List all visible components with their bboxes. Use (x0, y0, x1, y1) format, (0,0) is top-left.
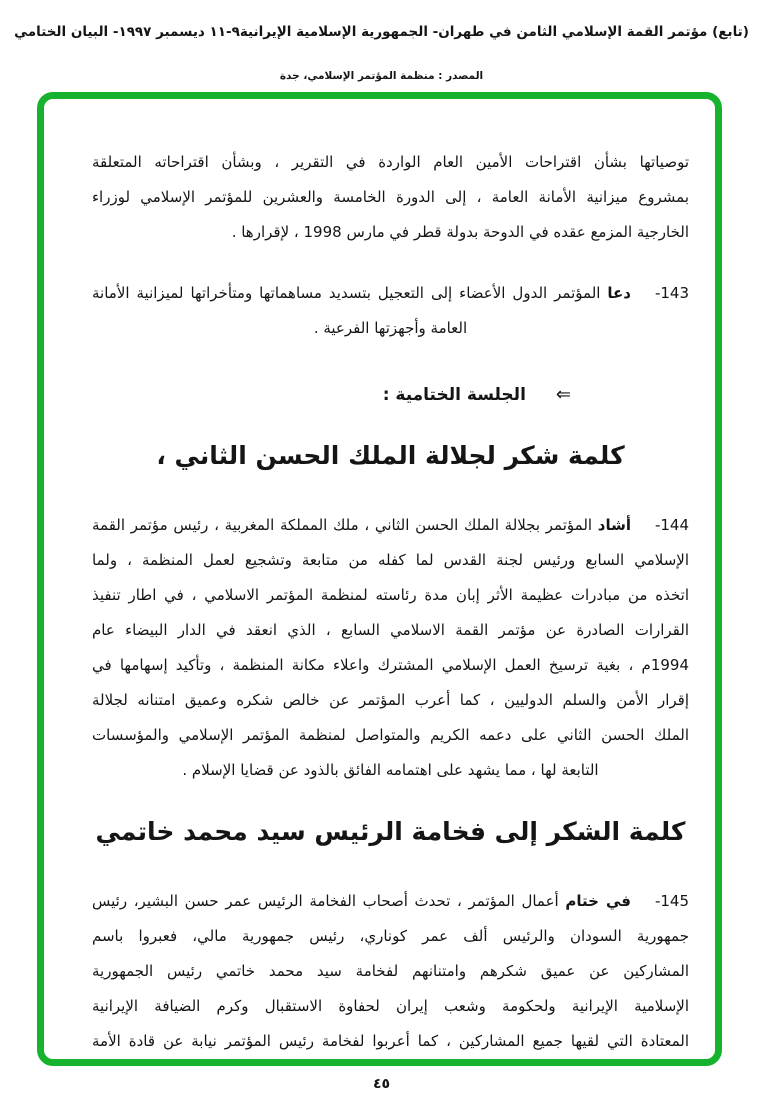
paragraph-lead-word: دعا (607, 284, 631, 302)
paragraph-line: التابعة لها ، مما يشهد على اهتمامه الفائق بالذود عن قضايا الإسلام . (182, 761, 599, 779)
paragraph-lead-word: في ختام (565, 892, 631, 910)
paragraph-line: 1994م ، بغية ترسيخ العمل الإسلامي المشترك واعلاء مكانة المنظمة ، وتأكيد إسهامها في (92, 656, 689, 674)
paragraph-line (92, 276, 689, 311)
session-heading (92, 382, 689, 408)
paragraph-line: المعتادة التي لقيها جميع المشاركين ، كما أعربوا لفخامة رئيس المؤتمر نيابة عن قادة الأمة (92, 1032, 689, 1050)
paragraph-line: جمهورية السودان والرئيس ألف عمر كوناري، رئيس جمهورية مالي، فعبروا باسم (92, 927, 689, 945)
paragraph-line: توصياتها بشأن اقتراحات الأمين العام الواردة في التقرير ، وبشأن اقتراحاته المتعلقة (92, 153, 689, 171)
paragraph-number: 144- (654, 516, 689, 534)
session-heading-label: الجلسة الختامية : (382, 385, 526, 405)
heading-president-khatami-thanks: كلمة الشكر إلى فخامة الرئيس سيد محمد خاتمي (95, 817, 686, 846)
paragraph-line: الإسلامي السابع ورئيس لجنة القدس لما كفله من متابعة وتشجيع لعمل المنظمة ، ولما (92, 551, 689, 569)
content-frame (37, 92, 722, 1066)
paragraph-145 (92, 884, 689, 1059)
paragraph-line: اتخذه من مبادرات عظيمة الأثر إبان مدة رئاسته لمنظمة المؤتمر الاسلامي ، في اطار تنفيذ (92, 586, 689, 604)
paragraph-line: الخارجية المزمع عقده في الدوحة بدولة قطر في مارس 1998 ، لإقرارها . (231, 223, 689, 241)
paragraph-line: المشاركين عن عميق شكرهم وامتنانهم لفخامة سيد محمد خاتمي رئيس الجمهورية (92, 962, 689, 980)
paragraph-lead-word: أشاد (597, 516, 631, 534)
paragraph-line-text: المؤتمر بجلالة الملك الحسن الثاني ، ملك المملكة المغربية ، رئيس مؤتمر القمة (92, 516, 593, 534)
paragraph-line: الإسلامية الإيرانية ولحكومة وشعب إيران لحفاوة الاستقبال وكرم الضيافة الإيرانية (92, 997, 689, 1015)
paragraph-142-continuation (92, 145, 689, 250)
paragraph-line (92, 884, 689, 919)
paragraph-line-text: المؤتمر الدول الأعضاء إلى التعجيل بتسديد مساهماتها ومتأخراتها لميزانية الأمانة (92, 284, 601, 302)
paragraph-line: القرارات الصادرة عن مؤتمر القمة الاسلامي السابع ، الذي انعقد في الدار البيضاء عام (92, 621, 689, 639)
paragraph-line: الملك الحسن الثاني على دعمه الكريم والمتواصل لمنظمة المؤتمر الإسلامي والمؤسسات (92, 726, 689, 744)
heading-king-hassan-thanks: كلمة شكر لجلالة الملك الحسن الثاني ، (156, 441, 625, 470)
paragraph-number: 143- (654, 284, 689, 302)
header-title: (تابع) مؤتمر القمة الإسلامي الثامن في طهران- الجمهورية الإسلامية الإيرانية٩-١١ ديسمبر ١٩٩٧- البيان الختامي (14, 24, 749, 40)
paragraph-line: بمشروع ميزانية الأمانة العامة ، إلى الدورة الخامسة والعشرين للمؤتمر الإسلامي لوزراء (92, 188, 689, 206)
paragraph-number: 145- (654, 892, 689, 910)
header-source: المصدر : منظمة المؤتمر الإسلامي، جدة (279, 70, 484, 82)
paragraph-line: العامة وأجهزتها الفرعية . (313, 319, 468, 337)
paragraph-line-text: أعمال المؤتمر ، تحدث أصحاب الفخامة الرئيس عمر حسن البشير، رئيس (92, 892, 559, 910)
paragraph-143 (92, 276, 689, 346)
paragraph-line (92, 508, 689, 543)
paragraph-line: إقرار الأمن والسلم الدوليين ، كما أعرب المؤتمر عن خالص شكره وعميق امتنانه لجلالة (92, 691, 689, 709)
left-double-arrow-icon: ⇐ (555, 384, 571, 405)
paragraph-144 (92, 508, 689, 788)
page-number: ٤٥ (372, 1076, 391, 1092)
